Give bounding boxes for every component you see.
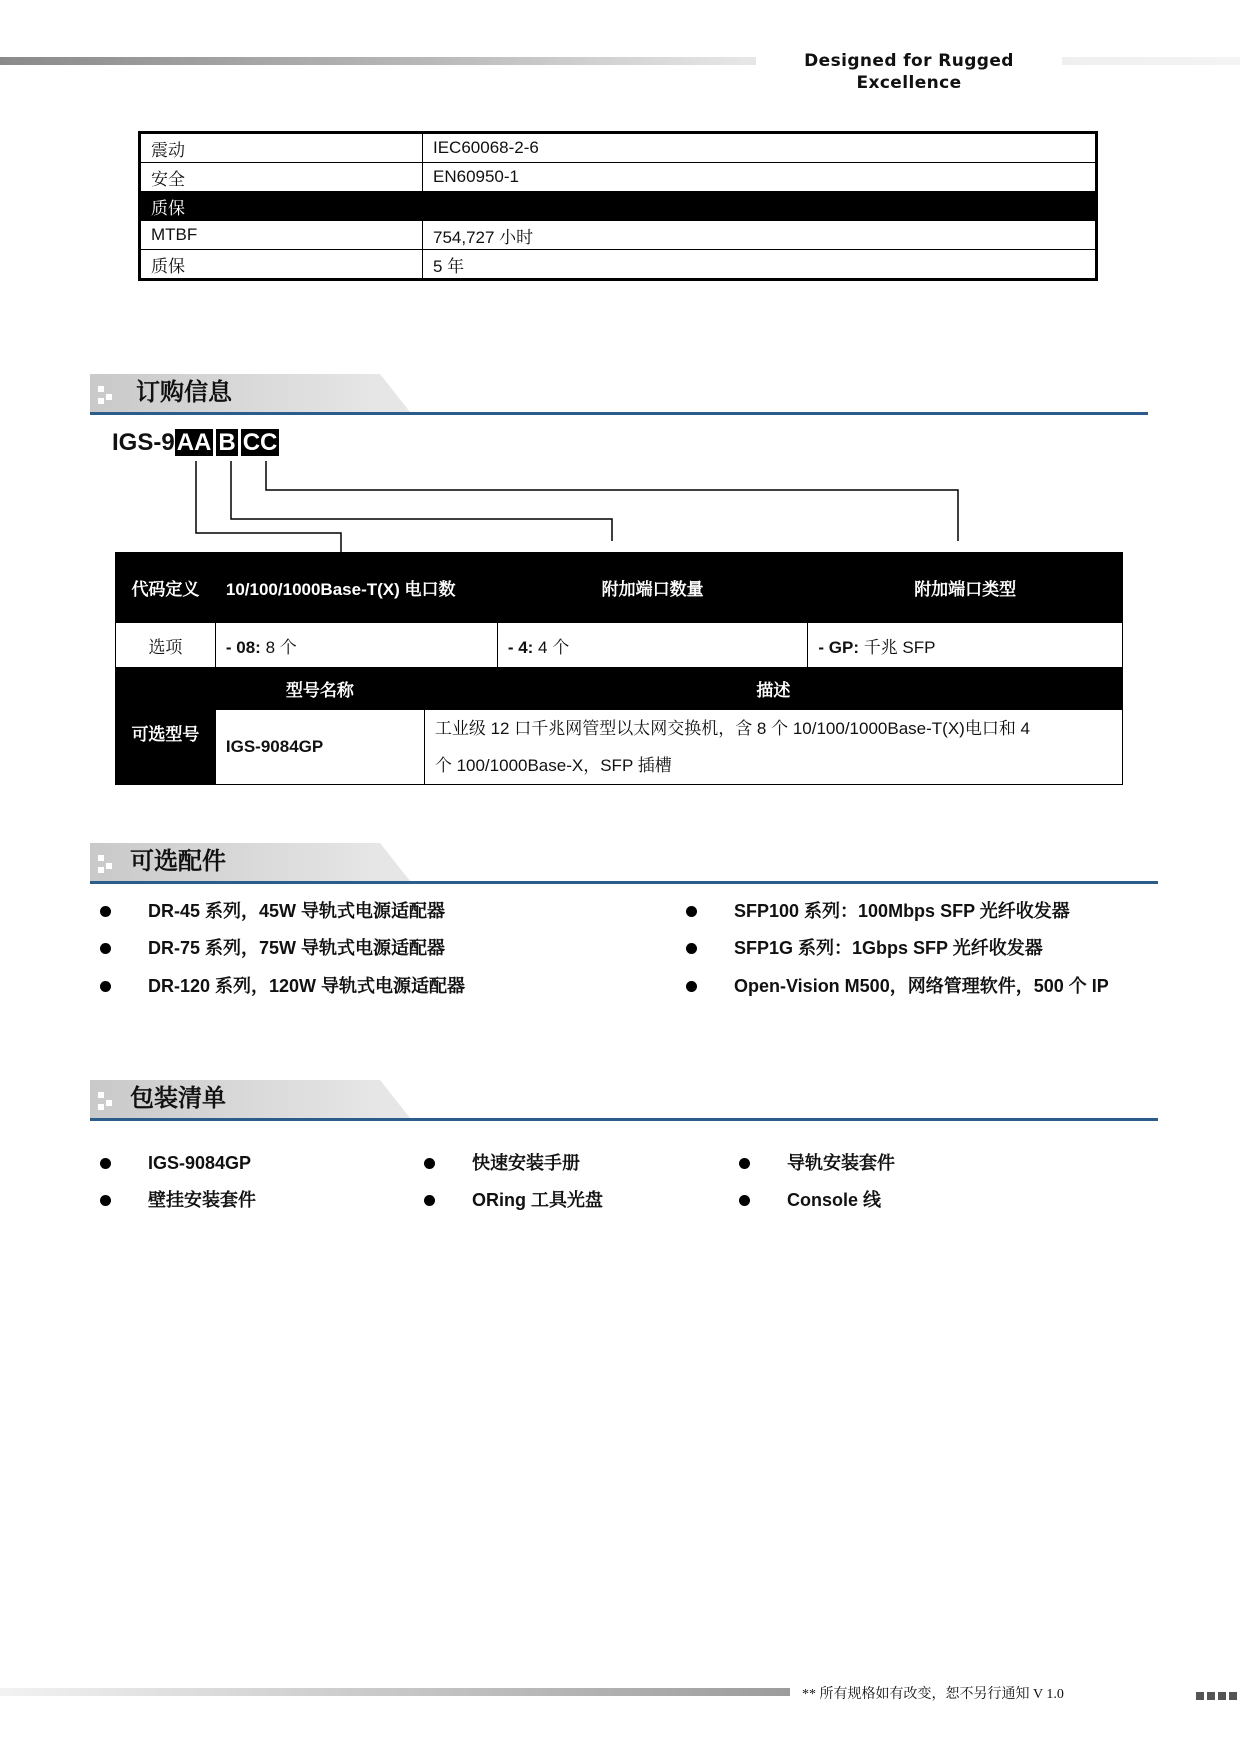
model-name: IGS-9084GP: [215, 710, 424, 785]
spec-section-label: 质保: [140, 192, 423, 221]
model-code-prefix: IGS-9: [112, 429, 175, 456]
spec-key: 震动: [140, 133, 423, 163]
header-tagline: Designed for Rugged Excellence: [756, 50, 1062, 72]
spec-value: EN60950-1: [423, 163, 1097, 192]
spec-value: 5 年: [423, 250, 1097, 280]
option-b-value: 4 个: [533, 637, 570, 657]
model-code-part-b: B: [218, 429, 236, 456]
option-aa-value: 8 个: [260, 637, 297, 657]
model-code-part-aa: AA: [176, 429, 212, 456]
optional-models-label: 可选型号: [116, 668, 216, 785]
option-aa: [215, 623, 497, 668]
bullet-icon: [100, 943, 111, 954]
bullet-icon: [739, 1195, 750, 1206]
section-title: 包装清单: [130, 1085, 226, 1112]
bullet-icon: [100, 906, 111, 917]
section-rule: [90, 881, 1158, 884]
model-name-header: 型号名称: [215, 668, 424, 710]
spec-value: IEC60068-2-6: [423, 133, 1097, 163]
spec-key: MTBF: [140, 221, 423, 250]
footer-squares-icon: [1196, 1687, 1240, 1705]
option-b: [497, 623, 808, 668]
model-code-part-cc: CC: [242, 429, 278, 456]
bullet-icon: [739, 1158, 750, 1169]
spec-key: 安全: [140, 163, 423, 192]
bullet-icon: [686, 906, 697, 917]
section-header-accessories: [90, 843, 1158, 883]
model-code-connectors: [0, 0, 1240, 560]
spec-key: 质保: [140, 250, 423, 280]
section-header-package: [90, 1080, 1158, 1120]
spec-value: 754,727 小时: [423, 221, 1097, 250]
code-definition-row: [116, 553, 1123, 623]
bullet-icon: [686, 943, 697, 954]
bullet-icon: [100, 1195, 111, 1206]
bullet-icon: [424, 1158, 435, 1169]
section-marker-icon: [98, 855, 114, 871]
code-definition-cc: 附加端口类型: [808, 553, 1123, 623]
option-aa-code: - 08:: [225, 637, 261, 657]
options-row: [116, 623, 1123, 668]
option-b-code: - 4:: [507, 637, 534, 657]
connector-b: [231, 461, 612, 541]
options-label: 选项: [116, 623, 216, 668]
ordering-table: [115, 552, 1123, 785]
model-row: [116, 710, 1123, 785]
code-definition-aa: 10/100/1000Base-T(X) 电口数: [215, 553, 497, 623]
footer-note: ** 所有规格如有改变，恕不另行通知 V 1.0: [802, 1687, 1064, 1702]
section-title: 订购信息: [136, 379, 232, 406]
bullet-icon: [100, 981, 111, 992]
model-header-row: [116, 668, 1123, 710]
model-description-line: 工业级 12 口千兆网管型以太网交换机，含 8 个 10/100/1000Base-T(X)电口和 4: [434, 719, 1030, 738]
bullet-icon: [424, 1195, 435, 1206]
description-header: 描述: [424, 668, 1122, 710]
section-marker-icon: [98, 1092, 114, 1108]
section-title: 可选配件: [130, 848, 226, 875]
bullet-icon: [100, 1158, 111, 1169]
option-cc-code: - GP:: [818, 637, 859, 657]
option-cc: [808, 623, 1123, 668]
option-cc-value: 千兆 SFP: [858, 637, 936, 657]
code-definition-b: 附加端口数量: [497, 553, 808, 623]
bullet-icon: [686, 981, 697, 992]
code-definition-label: 代码定义: [116, 553, 216, 623]
footer-band: [0, 1688, 790, 1696]
model-description-line: 个 100/1000Base-X，SFP 插槽: [434, 756, 672, 775]
section-rule: [90, 1118, 1158, 1121]
model-description: [424, 710, 1122, 785]
connector-aa: [196, 461, 341, 552]
